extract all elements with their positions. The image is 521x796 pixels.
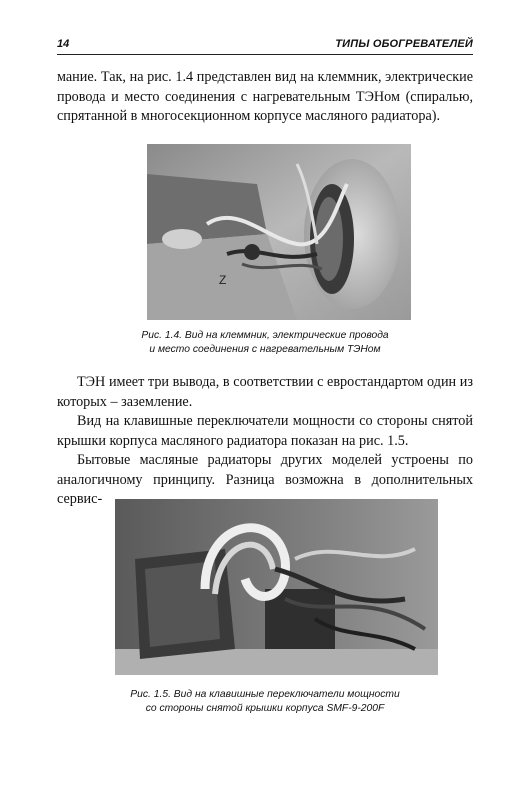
- page-number: 14: [57, 38, 70, 50]
- paragraph-1: мание. Так, на рис. 1.4 представлен вид на клеммник, электрические провода и место соединения с нагревательным ТЭНом (спиралью, спрятанной в многосекционном корпусе масляного радиатора).: [57, 69, 473, 124]
- caption-line: Рис. 1.4. Вид на клеммник, электрические провода: [141, 330, 389, 341]
- figure-marking-text: Z: [219, 273, 227, 287]
- caption-line: Рис. 1.5. Вид на клавишные переключатели мощности: [130, 689, 400, 700]
- caption-line: и место соединения с нагревательным ТЭНом: [149, 344, 381, 355]
- running-header: [57, 34, 473, 55]
- figure-1-4-photo: [147, 144, 411, 320]
- paragraph-4: Бытовые масляные радиаторы других моделей устроены по аналогичному принципу. Разница возможна в дополнительных сервис-: [57, 452, 473, 507]
- running-title: ТИПЫ ОБОГРЕВАТЕЛЕЙ: [335, 38, 473, 50]
- paragraph-3: Вид на клавишные переключатели мощности со стороны снятой крышки корпуса масляного радиатора показан на рис. 1.5.: [57, 413, 473, 449]
- figure-1-5-photo: [115, 499, 438, 675]
- figure-1-4-caption: [57, 329, 473, 357]
- caption-line: со стороны снятой крышки корпуса SMF-9-200F: [145, 703, 385, 714]
- figure-1-5-caption: [57, 688, 473, 716]
- paragraph-2: ТЭН имеет три вывода, в соответствии с евростандартом один из которых – заземление.: [57, 374, 473, 410]
